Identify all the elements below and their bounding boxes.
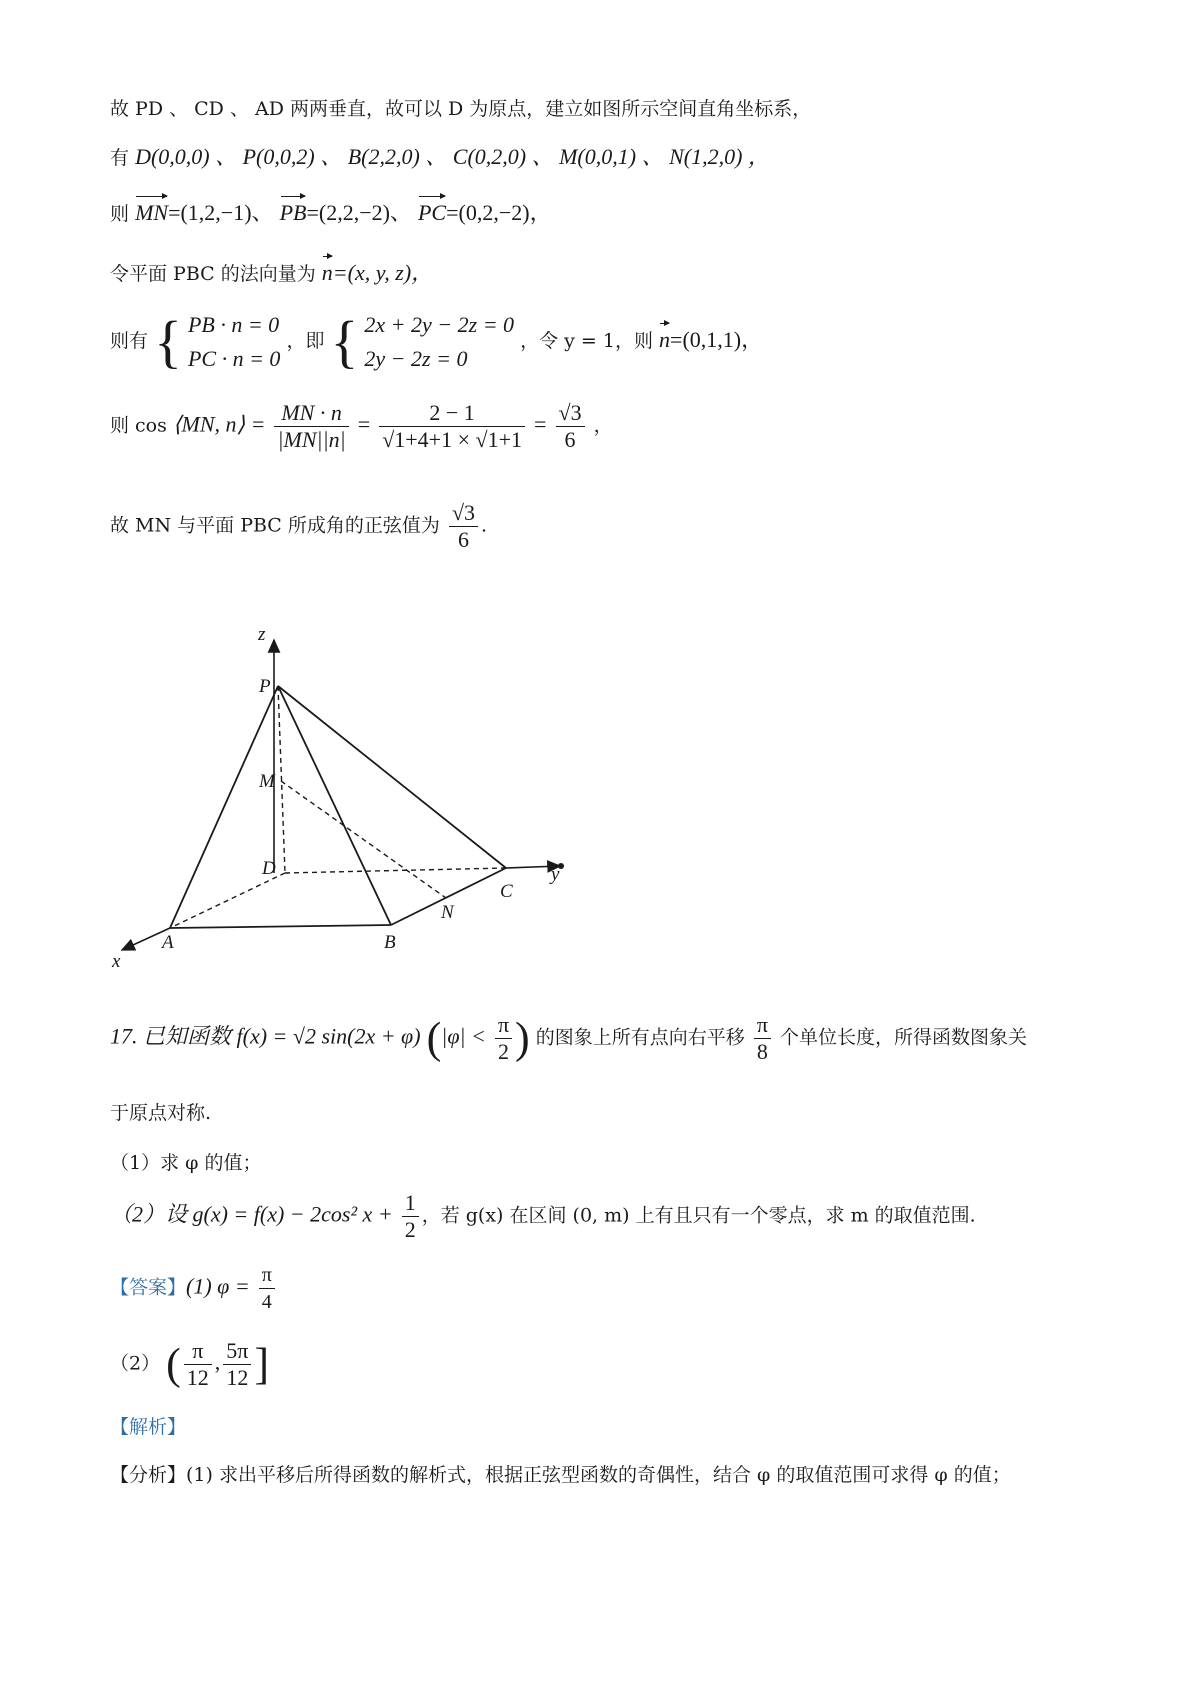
solution-line-coordinate-setup: 故 PD 、 CD 、 AD 两两垂直，故可以 D 为原点，建立如图所示空间直角坐标系， [110, 98, 812, 120]
answer-tag: 【答案】 [110, 1276, 187, 1299]
label-M: M [259, 771, 275, 792]
answer-part-1: 【答案】(1) φ = $\frac{\pi}{4}$ [110, 1262, 278, 1315]
label-D: D [262, 858, 276, 879]
label-y: y [551, 864, 560, 885]
edge-AB [170, 925, 391, 928]
edge-DA [170, 873, 285, 928]
label-x: x [112, 951, 121, 972]
problem-17-q2: （2）设 g(x) = f(x) − 2cos² x + $\frac{1}{2}$ ，若 g(x) 在区间 (0, m) 上有且只有一个零点，求 m 的取值范围. [110, 1190, 976, 1242]
problem-17-stem: 17. 已知函数 f(x) = √2 sin(2x + φ) (|φ| < $\frac{\pi}{2}$ ) 的图象上所有点向右平移 $\frac{\pi}{8}$ 个单位长度，所得函数图象关 [110, 1012, 1027, 1064]
segment-MN [281, 781, 446, 898]
edge-PC [278, 686, 506, 868]
solution-line-equation-systems: 则有 { PB · n = 0 PC · n = 0 ，即 { 2x + 2y − 2z = 0 2y − 2z = 0 ，令 y = 1，则 n=(0,1,1)， [110, 309, 764, 374]
analysis-heading: 【解析】 [110, 1416, 187, 1438]
analysis-text: 【分析】(1) 求出平移后所得函数的解析式，根据正弦型函数的奇偶性，结合 φ 的取值范围可求得 φ 的值； [110, 1464, 1011, 1486]
edge-DC [285, 868, 506, 873]
edge-PD [278, 686, 285, 873]
solution-line-points: 有 D(0,0,0) 、 P(0,0,2) 、 B(2,2,0) 、 C(0,2,0) 、 M(0,0,1) 、 N(1,2,0) ， [110, 144, 770, 169]
problem-17-q1: （1）求 φ 的值； [110, 1152, 262, 1174]
solution-line-cosine: 则 cos ⟨MN, n⟩ = $\frac{MN \cdot n}{|MN||n|}$ = $\frac{2 - 1}{√1+4+1 \times √1+1}$ = $\frac{√3}{6}$ ， [110, 400, 613, 452]
edge-PB [278, 686, 391, 925]
edge-PA [170, 686, 278, 928]
label-P: P [259, 676, 271, 697]
label-B: B [384, 932, 396, 953]
solution-line-normal-vector: 令平面 PBC 的法向量为 n=(x, y, z)， [110, 258, 433, 289]
label-A: A [162, 932, 174, 953]
solution-line-vectors: 则 MN=(1,2,−1)、 PB=(2,2,−2)、 PC=(0,2,−2)， [110, 198, 552, 229]
label-N: N [441, 902, 454, 923]
solution-line-conclusion: 故 MN 与平面 PBC 所成角的正弦值为 $\frac{√3}{6}$ . [110, 500, 488, 552]
label-z: z [258, 624, 266, 645]
label-C: C [500, 881, 513, 902]
problem-17-stem-cont: 于原点对称. [110, 1102, 212, 1124]
answer-part-2: （2） ( $\frac{\pi}{12}$ , $\frac{5\pi}{12}$ ] [110, 1338, 270, 1390]
